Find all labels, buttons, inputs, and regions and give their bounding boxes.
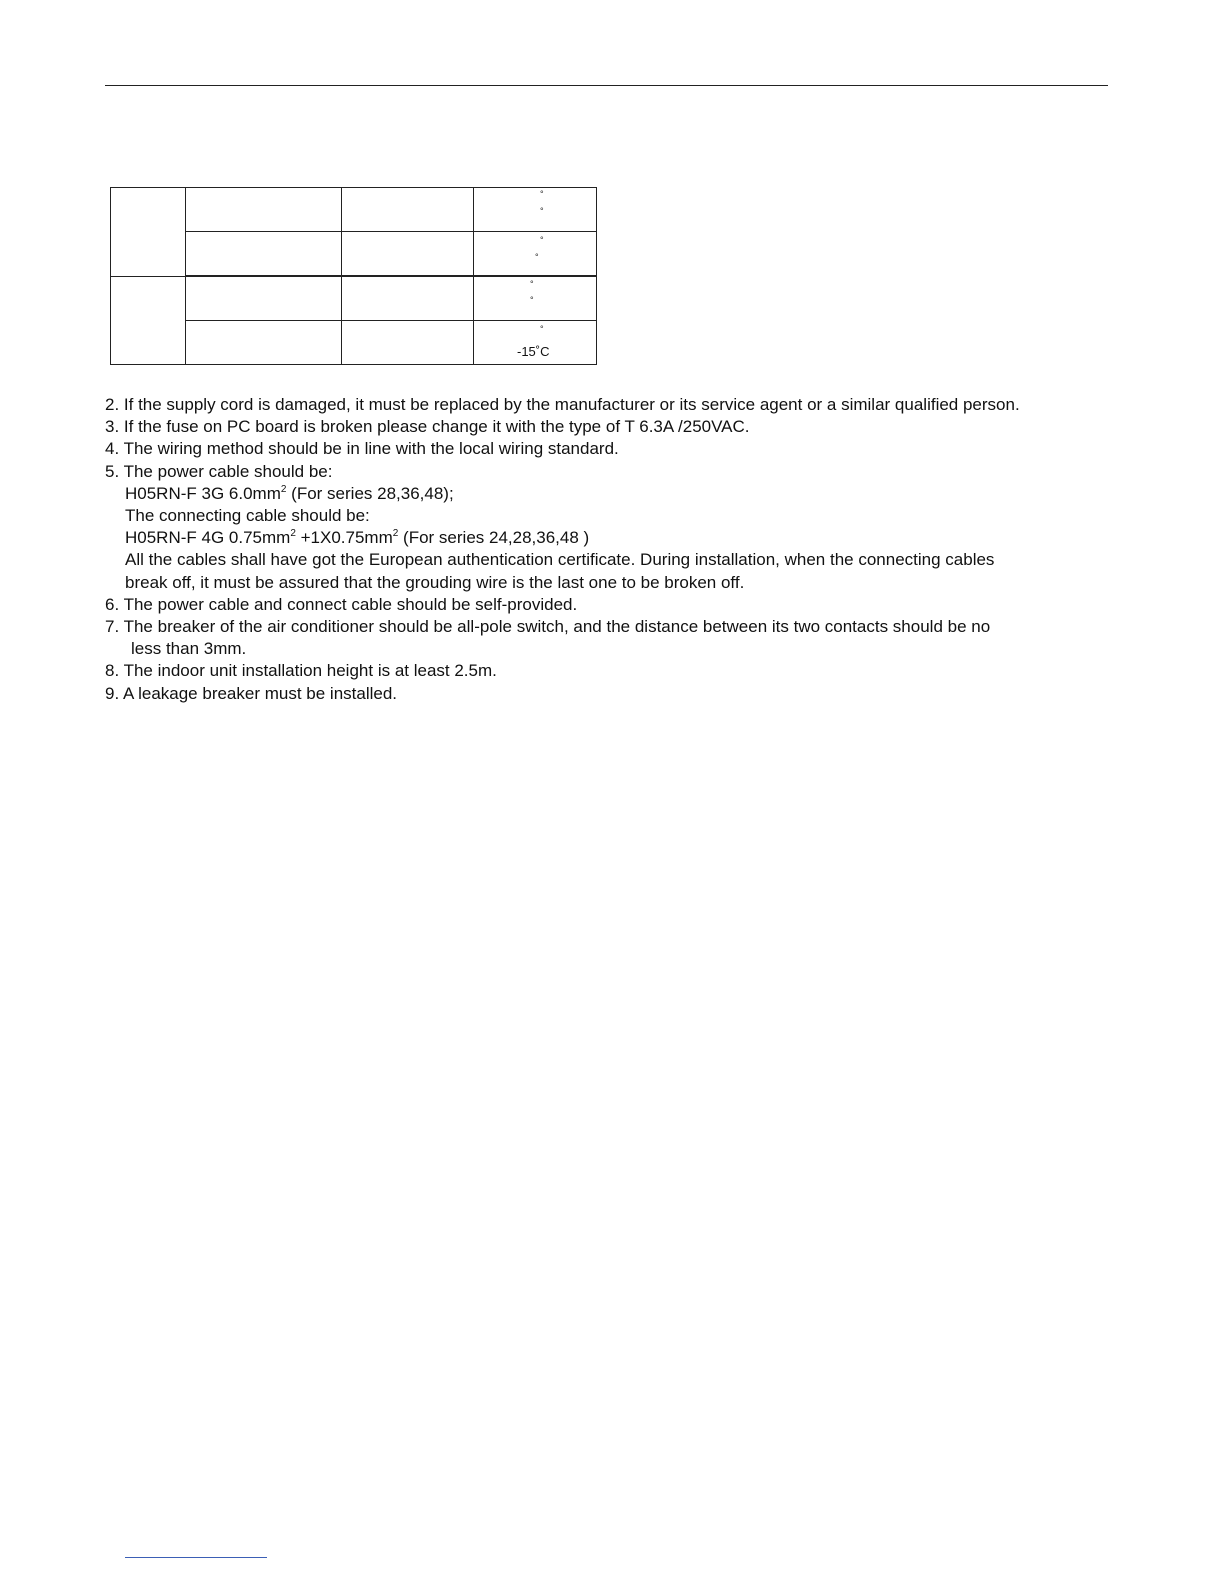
- table-cell: [186, 188, 342, 232]
- degree-mark: °: [535, 252, 539, 262]
- table-cell: [474, 232, 597, 277]
- table-cell: [111, 276, 186, 365]
- table-cell: [474, 276, 597, 321]
- note-7-line-2: less than 3mm.: [131, 639, 247, 659]
- table-cell: [186, 276, 342, 321]
- superscript: 2: [280, 483, 287, 495]
- table-cell: [342, 232, 474, 277]
- note-8: 8. The indoor unit installation height is at least 2.5m.: [105, 661, 497, 681]
- table-row: [111, 276, 597, 321]
- superscript: 2: [392, 528, 399, 540]
- degree-mark: °: [540, 235, 544, 245]
- footer-link-underline[interactable]: [125, 1557, 267, 1558]
- table-cell: [111, 188, 186, 277]
- table-cell: [342, 276, 474, 321]
- operating-conditions-table: [110, 187, 597, 365]
- note-5-connecting-label: The connecting cable should be:: [125, 506, 370, 526]
- table-cell: [342, 188, 474, 232]
- superscript: 2: [290, 528, 296, 540]
- note-5-power-cable: [105, 483, 1020, 505]
- note-5: 5. The power cable should be:: [105, 461, 333, 481]
- installation-notes: [105, 394, 1020, 705]
- note-5-certificate-line-1: All the cables shall have got the European authentication certificate. During installation, when the connecting cables: [125, 550, 995, 570]
- table-cell: [342, 321, 474, 365]
- power-cable-series: (For series 28,36,48);: [286, 483, 454, 503]
- note-2: 2. If the supply cord is damaged, it must be replaced by the manufacturer or its service agent or a similar qualified person.: [105, 395, 1020, 414]
- note-5-connecting-cable: [105, 527, 1020, 549]
- table-cell: [474, 321, 597, 365]
- connecting-cable-spec-extra: +1X0.75mm: [295, 528, 393, 548]
- degree-mark: °: [530, 295, 534, 305]
- connecting-cable-spec: H05RN-F 4G 0.75mm: [125, 528, 291, 548]
- note-5-certificate-line-2: break off, it must be assured that the grouding wire is the last one to be broken off.: [125, 572, 745, 592]
- degree-mark: °: [540, 206, 544, 216]
- connecting-cable-series: (For series 24,28,36,48 ): [398, 528, 590, 548]
- table-row: [111, 188, 597, 232]
- note-9: 9. A leakage breaker must be installed.: [105, 683, 398, 703]
- note-7-line-1: 7. The breaker of the air conditioner should be all-pole switch, and the distance between its two contacts should be no: [105, 617, 991, 637]
- note-3: 3. If the fuse on PC board is broken please change it with the type of T 6.3A /250VAC.: [105, 417, 750, 437]
- power-cable-spec: H05RN-F 3G 6.0mm: [125, 483, 281, 503]
- note-4: 4. The wiring method should be in line with the local wiring standard.: [105, 439, 619, 459]
- temperature-value: -15˚C: [517, 344, 550, 359]
- degree-mark: °: [540, 324, 544, 334]
- degree-mark: °: [530, 279, 534, 289]
- degree-mark: °: [540, 189, 544, 199]
- table-cell: [474, 188, 597, 232]
- table-cell: [186, 232, 342, 277]
- header-rule: [105, 85, 1108, 86]
- table-cell: [186, 321, 342, 365]
- note-6: 6. The power cable and connect cable should be self-provided.: [105, 594, 578, 614]
